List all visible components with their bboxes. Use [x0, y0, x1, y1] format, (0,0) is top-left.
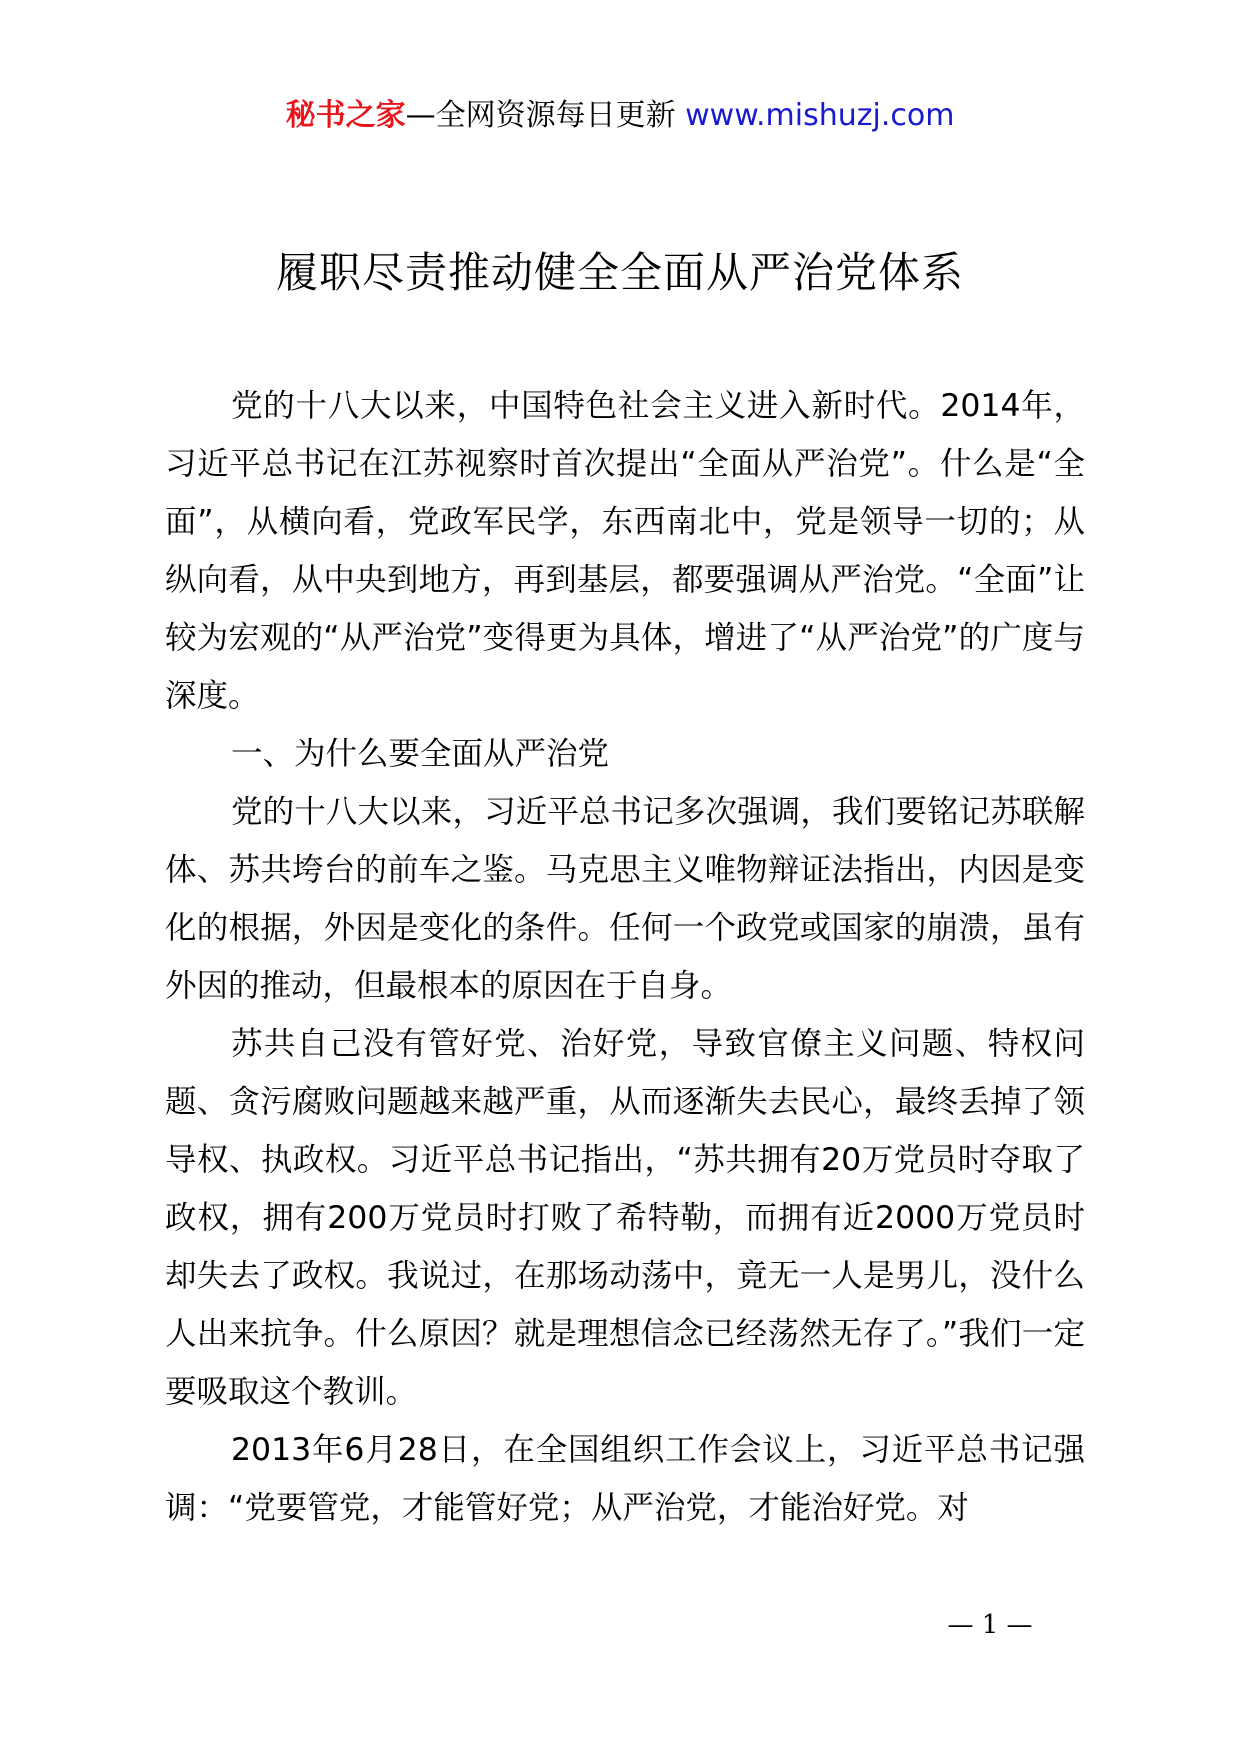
paragraph: 2013年6月28日，在全国组织工作会议上，习近平总书记强调：“党要管党，才能管好党；从严治党，才能治好党。对 — [165, 1432, 1085, 1526]
brand-name: 秘书之家 — [285, 98, 406, 133]
document-body — [165, 377, 1085, 1537]
section-heading: 一、为什么要全面从严治党 — [231, 736, 610, 772]
paragraph: 党的十八大以来，习近平总书记多次强调，我们要铭记苏联解体、苏共垮台的前车之鉴。马克思主义唯物辩证法指出，内因是变化的根据，外因是变化的条件。任何一个政党或国家的崩溃，虽有外因的推动，但最根本的原因在于自身。 — [165, 794, 1085, 1004]
site-tagline: —全网资源每日更新 — [405, 98, 676, 133]
site-header — [0, 96, 1240, 136]
site-url: www.mishuzj.com — [685, 98, 955, 133]
paragraph: 苏共自己没有管好党、治好党，导致官僚主义问题、特权问题、贪污腐败问题越来越严重，从而逐渐失去民心，最终丢掉了领导权、执政权。习近平总书记指出，“苏共拥有20万党员时夺取了政权，拥有200万党员时打败了希特勒，而拥有近2000万党员时却失去了政权。我说过，在那场动荡中，竟无一人是男儿，没什么人出来抗争。什么原因？就是理想信念已经荡然无存了。”我们一定要吸取这个教训。 — [165, 1026, 1085, 1410]
paragraph-intro: 党的十八大以来，中国特色社会主义进入新时代。2014年，习近平总书记在江苏视察时首次提出“全面从严治党”。什么是“全面”，从横向看，党政军民学，东西南北中，党是领导一切的；从纵向看，从中央到地方，再到基层，都要强调从严治党。“全面”让较为宏观的“从严治党”变得更为具体，增进了“从严治党”的广度与深度。 — [165, 388, 1085, 714]
document-title: 履职尽责推动健全全面从严治党体系 — [275, 248, 964, 297]
page-number: — 1 — — [947, 1610, 1033, 1640]
